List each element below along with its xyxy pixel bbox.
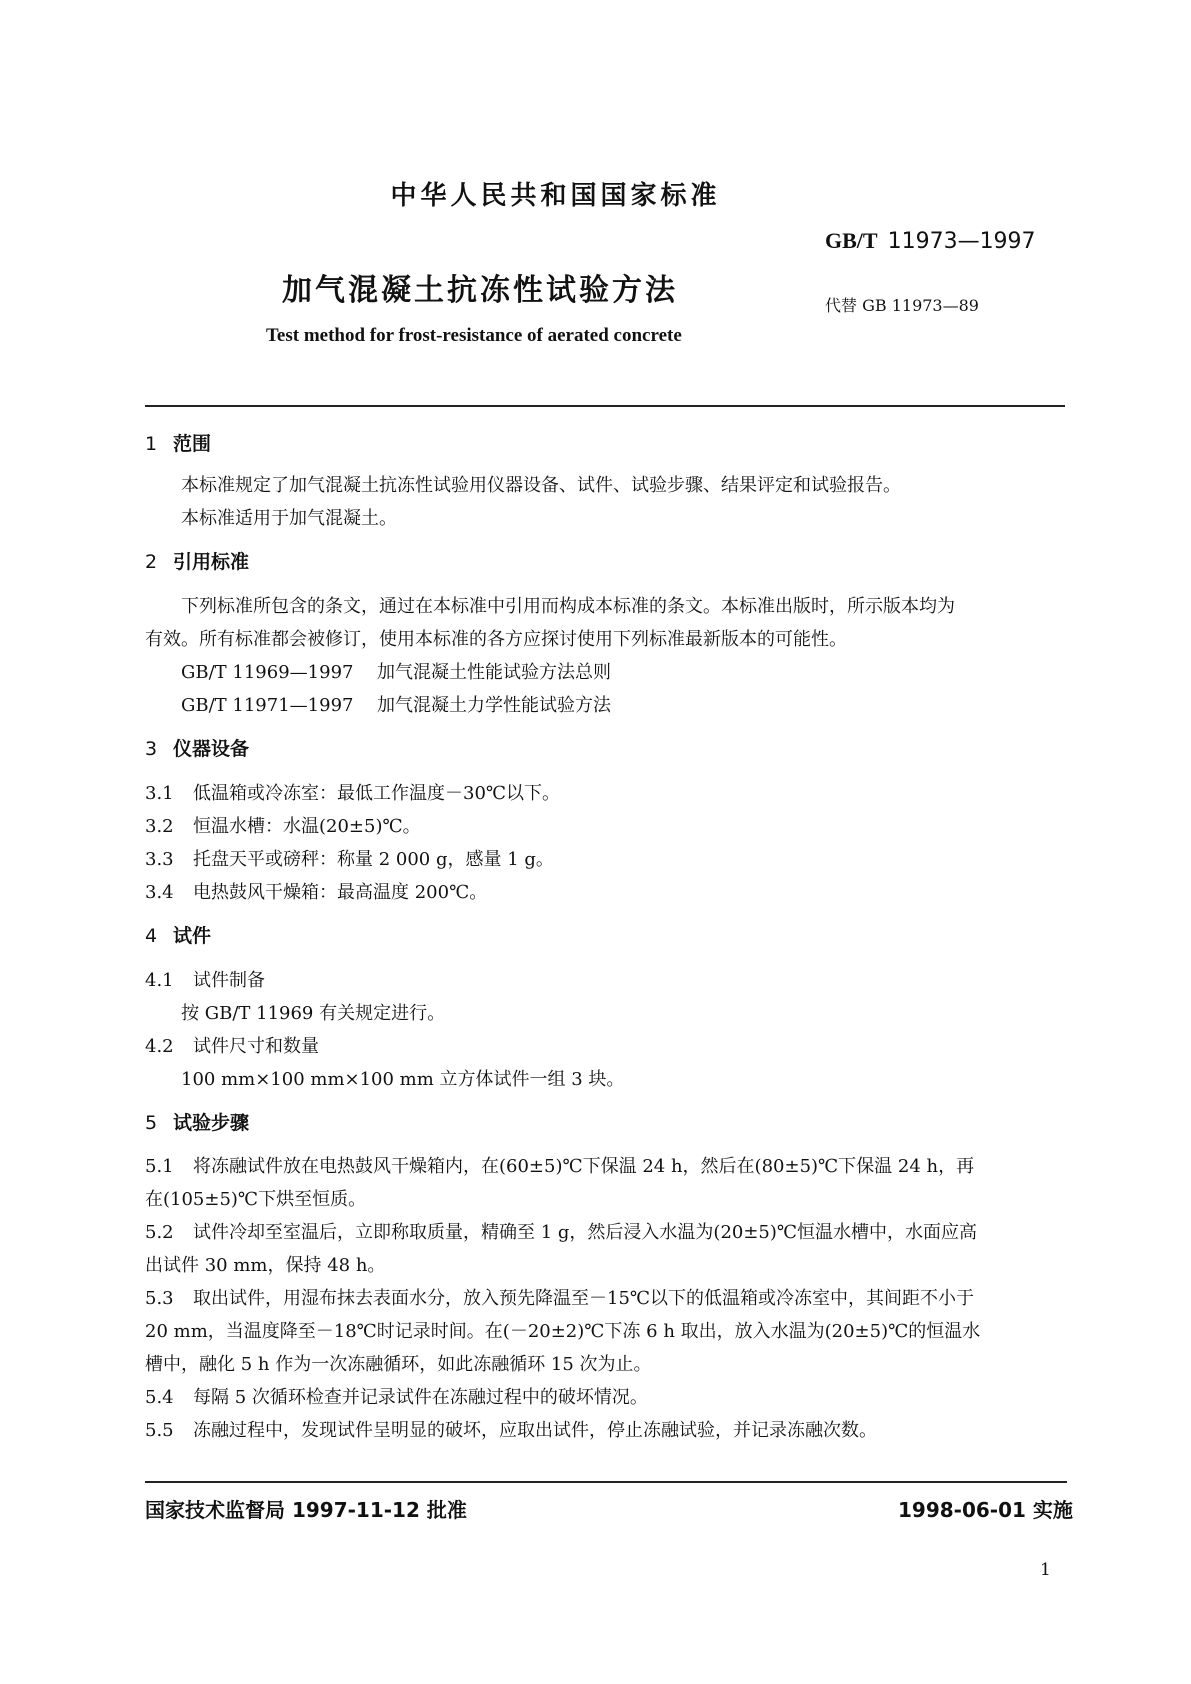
- clause-3-4: 3.4 电热鼓风干燥箱：最高温度 200℃。: [145, 882, 488, 903]
- reference-2: [181, 691, 611, 717]
- clause-5-2: 5.2 试件冷却至室温后，立即称取质量，精确至 1 g，然后浸入水温为(20±5)℃恒温水槽中，水面应高: [145, 1222, 978, 1243]
- reference-1-title: 加气混凝土性能试验方法总则: [377, 662, 611, 683]
- clause-3-2: 3.2 恒温水槽：水温(20±5)℃。: [145, 816, 421, 837]
- section-4-heading: 4 试件: [145, 925, 212, 947]
- clause-5-3-line-3: 槽中，融化 5 h 作为一次冻融循环，如此冻融循环 15 次为止。: [145, 1354, 652, 1375]
- section-3-heading: 3 仪器设备: [145, 738, 250, 760]
- reference-1-code: GB/T 11969—1997: [181, 662, 354, 683]
- header-divider: [145, 405, 1065, 407]
- clause-4-1-text: 按 GB/T 11969 有关规定进行。: [181, 1003, 446, 1024]
- clause-5-5: 5.5 冻融过程中，发现试件呈明显的破坏，应取出试件，停止冻融试验，并记录冻融次数。: [145, 1420, 877, 1441]
- title-english: Test method for frost-resistance of aerated concrete: [266, 325, 682, 346]
- reference-2-title: 加气混凝土力学性能试验方法: [377, 695, 611, 716]
- effective-date: 1998-06-01 实施: [898, 1498, 1073, 1522]
- clause-4-2: 4.2 试件尺寸和数量: [145, 1036, 319, 1057]
- approval-line: 国家技术监督局 1997-11-12 批准: [145, 1498, 467, 1522]
- section-1-heading: 1 范围: [145, 433, 212, 455]
- title-chinese: 加气混凝土抗冻性试验方法: [282, 273, 678, 308]
- clause-3-1: 3.1 低温箱或冷冻室：最低工作温度－30℃以下。: [145, 783, 561, 804]
- clause-3-3: 3.3 托盘天平或磅秤：称量 2 000 g，感量 1 g。: [145, 849, 554, 870]
- standard-prefix: GB/T: [825, 228, 878, 253]
- reference-2-code: GB/T 11971—1997: [181, 695, 354, 716]
- clause-5-3: 5.3 取出试件，用湿布抹去表面水分，放入预先降温至－15℃以下的低温箱或冷冻室中，其间距不小于: [145, 1288, 975, 1309]
- clause-5-2-line-2: 出试件 30 mm，保持 48 h。: [145, 1255, 386, 1276]
- clause-4-2-text: 100 mm×100 mm×100 mm 立方体试件一组 3 块。: [181, 1069, 625, 1090]
- replaces-standard: 代替 GB 11973—89: [825, 296, 979, 315]
- clause-5-1-line-2: 在(105±5)℃下烘至恒质。: [145, 1189, 367, 1210]
- clause-5-3-line-2: 20 mm，当温度降至－18℃时记录时间。在(－20±2)℃下冻 6 h 取出，放入水温为(20±5)℃的恒温水: [145, 1321, 981, 1342]
- national-standard-heading: 中华人民共和国国家标准: [390, 181, 721, 211]
- section-2-paragraph-line-1: 下列标准所包含的条文，通过在本标准中引用而构成本标准的条文。本标准出版时，所示版本均为: [181, 596, 955, 617]
- standard-number: [825, 228, 1036, 254]
- page-number: 1: [1040, 1560, 1051, 1580]
- clause-5-4: 5.4 每隔 5 次循环检查并记录试件在冻融过程中的破坏情况。: [145, 1387, 648, 1408]
- section-1-paragraph-1: 本标准规定了加气混凝土抗冻性试验用仪器设备、试件、试验步骤、结果评定和试验报告。: [181, 475, 901, 496]
- section-2-paragraph-line-2: 有效。所有标准都会被修订，使用本标准的各方应探讨使用下列标准最新版本的可能性。: [145, 629, 847, 650]
- section-1-paragraph-2: 本标准适用于加气混凝土。: [181, 508, 397, 529]
- section-2-heading: 2 引用标准: [145, 551, 250, 573]
- standard-code: 11973—1997: [887, 229, 1036, 254]
- clause-5-1: 5.1 将冻融试件放在电热鼓风干燥箱内，在(60±5)℃下保温 24 h，然后在(80±5)℃下保温 24 h，再: [145, 1156, 975, 1177]
- clause-4-1: 4.1 试件制备: [145, 970, 265, 991]
- reference-1: [181, 658, 611, 684]
- section-5-heading: 5 试验步骤: [145, 1112, 250, 1134]
- footer-divider: [145, 1481, 1067, 1483]
